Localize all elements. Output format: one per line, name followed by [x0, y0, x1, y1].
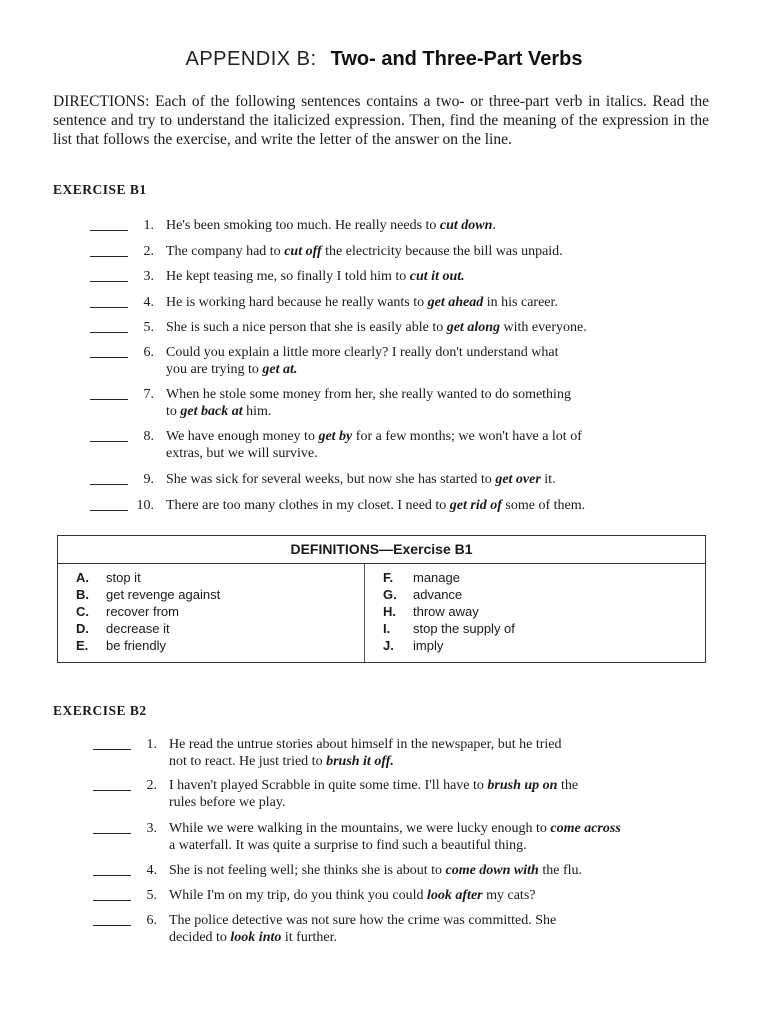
title-main: Two- and Three-Part Verbs	[330, 48, 583, 70]
verb-expression: get along	[446, 320, 500, 335]
sentence-line	[166, 217, 496, 234]
item-sentence	[169, 736, 562, 770]
sentence-text: He's been smoking too much. He really needs to	[166, 218, 440, 233]
sentence-text: We have enough money to	[166, 429, 319, 444]
definition-text: stop the supply of	[413, 621, 515, 636]
item-number: 4.	[143, 295, 154, 310]
item-sentence	[166, 243, 563, 260]
item-number: 6.	[146, 913, 157, 928]
sentence-text: for a few months; we won't have a lot of	[352, 429, 582, 444]
answer-blank[interactable]	[90, 474, 128, 485]
sentence-line	[166, 471, 556, 488]
definition-text: throw away	[413, 604, 479, 619]
answer-blank[interactable]	[90, 431, 128, 442]
exercise-b2-item	[93, 912, 556, 946]
sentence-text: He is working hard because he really wants to	[166, 295, 428, 310]
sentence-text: extras, but we will survive.	[166, 446, 318, 461]
sentence-text: There are too many clothes in my closet. I need to	[166, 498, 450, 513]
sentence-text: The company had to	[166, 244, 285, 259]
sentence-text: with everyone.	[500, 320, 587, 335]
sentence-text: She was sick for several weeks, but now she has started to	[166, 472, 496, 487]
definition-text: stop it	[106, 570, 141, 585]
item-sentence	[166, 386, 571, 420]
sentence-line	[169, 777, 578, 794]
definitions-heading: DEFINITIONS—Exercise B1	[58, 536, 705, 564]
exercise-b2-item	[93, 862, 582, 879]
sentence-line	[166, 361, 558, 378]
definition-letter: E.	[76, 638, 89, 653]
sentence-line	[169, 736, 562, 753]
item-sentence	[166, 217, 496, 234]
item-number: 5.	[146, 888, 157, 903]
definition-row	[365, 637, 705, 654]
sentence-line	[169, 887, 535, 904]
item-sentence	[166, 471, 556, 488]
definition-row	[58, 620, 364, 637]
answer-blank[interactable]	[90, 500, 128, 511]
item-sentence	[169, 820, 621, 854]
definition-letter: C.	[76, 604, 89, 619]
sentence-text: him.	[242, 404, 272, 419]
answer-blank[interactable]	[90, 220, 128, 231]
sentence-line	[166, 243, 563, 260]
sentence-text: Could you explain a little more clearly? I really don't understand what	[166, 345, 559, 360]
page-title	[0, 48, 768, 71]
sentence-text: While I'm on my trip, do you think you could	[169, 888, 427, 903]
verb-expression: cut it out.	[409, 269, 465, 284]
sentence-line	[169, 837, 621, 854]
sentence-text: not to react. He just tried to	[169, 754, 327, 769]
item-number: 2.	[146, 778, 157, 793]
item-sentence	[166, 268, 465, 285]
answer-blank[interactable]	[93, 823, 131, 834]
exercise-b1-item	[90, 471, 556, 488]
sentence-text: She is such a nice person that she is easily able to	[166, 320, 447, 335]
sentence-line	[166, 403, 571, 420]
definition-text: get revenge against	[106, 587, 221, 602]
sentence-line	[169, 912, 556, 929]
title-prefix: APPENDIX B:	[185, 48, 317, 70]
item-sentence	[169, 887, 535, 904]
sentence-text: the	[557, 778, 579, 793]
verb-expression: come down with	[445, 863, 539, 878]
definitions-left-column	[58, 564, 365, 662]
item-number: 8.	[143, 429, 154, 444]
answer-blank[interactable]	[93, 865, 131, 876]
exercise-b2-heading: EXERCISE B2	[53, 703, 147, 718]
sentence-line	[166, 386, 571, 403]
sentence-text: When he stole some money from her, she really wanted to do something	[166, 387, 571, 402]
definitions-right-column	[365, 564, 705, 662]
definition-letter: G.	[383, 587, 397, 602]
exercise-b1-heading: EXERCISE B1	[53, 182, 147, 197]
definition-letter: B.	[76, 587, 89, 602]
item-number: 10.	[136, 498, 154, 513]
sentence-text: rules before we play.	[169, 795, 286, 810]
item-sentence	[166, 497, 585, 514]
item-sentence	[166, 428, 582, 462]
sentence-line	[166, 268, 465, 285]
definition-row	[58, 603, 364, 620]
answer-blank[interactable]	[90, 389, 128, 400]
definition-letter: F.	[383, 570, 394, 585]
item-sentence	[169, 912, 556, 946]
definition-row	[365, 603, 705, 620]
sentence-text: decided to	[169, 930, 231, 945]
definition-text: be friendly	[106, 638, 166, 653]
verb-expression: look after	[427, 888, 483, 903]
sentence-text: it further.	[281, 930, 337, 945]
sentence-line	[169, 753, 562, 770]
definition-letter: J.	[383, 638, 394, 653]
definition-text: manage	[413, 570, 460, 585]
directions-paragraph: DIRECTIONS: Each of the following sentences contains a two- or three-part verb in italics. Read the sentence and try to understand the italicized expression. Then, find the meaning of the expression in the list that follows the exercise, and write the letter of the answer on the line.	[53, 93, 709, 148]
definition-text: advance	[413, 587, 463, 602]
sentence-text: in his career.	[483, 295, 558, 310]
exercise-b1-item	[90, 294, 558, 311]
item-number: 5.	[143, 320, 154, 335]
verb-expression: cut down	[439, 218, 493, 233]
item-sentence	[166, 344, 558, 378]
definition-row	[365, 569, 705, 586]
verb-expression: brush up on	[487, 778, 558, 793]
definition-text: recover from	[106, 604, 179, 619]
verb-expression: look into	[230, 930, 282, 945]
definition-row	[365, 620, 705, 637]
sentence-line	[169, 820, 621, 837]
exercise-b2-item	[93, 820, 621, 854]
sentence-line	[166, 497, 585, 514]
definition-row	[58, 586, 364, 603]
sentence-text: He read the untrue stories about himself in the newspaper, but he tried	[169, 737, 562, 752]
answer-blank[interactable]	[93, 780, 131, 791]
verb-expression: get back at	[180, 404, 243, 419]
definition-letter: I.	[383, 621, 391, 636]
sentence-text: She is not feeling well; she thinks she is about to	[169, 863, 446, 878]
definition-row	[365, 586, 705, 603]
exercise-b1-item	[90, 386, 571, 420]
answer-blank[interactable]	[90, 271, 128, 282]
sentence-line	[169, 862, 582, 879]
item-number: 3.	[146, 821, 157, 836]
answer-blank[interactable]	[90, 322, 128, 333]
sentence-text: my cats?	[482, 888, 536, 903]
verb-expression: get ahead	[427, 295, 484, 310]
exercise-b2-item	[93, 736, 562, 770]
item-sentence	[166, 294, 558, 311]
sentence-line	[166, 319, 587, 336]
verb-expression: cut off	[284, 244, 322, 259]
verb-expression: brush it off.	[326, 754, 394, 769]
item-sentence	[169, 777, 578, 811]
definition-text: imply	[413, 638, 444, 653]
verb-expression: get over	[495, 472, 541, 487]
sentence-text: it.	[540, 472, 556, 487]
exercise-b1-item	[90, 319, 587, 336]
item-number: 6.	[143, 345, 154, 360]
sentence-text: the flu.	[538, 863, 582, 878]
verb-expression: come across	[550, 821, 621, 836]
sentence-line	[169, 794, 578, 811]
exercise-b1-item	[90, 497, 585, 514]
sentence-text: you are trying to	[166, 362, 263, 377]
item-number: 1.	[143, 218, 154, 233]
exercise-b1-item	[90, 344, 558, 378]
sentence-line	[166, 344, 558, 361]
answer-blank[interactable]	[93, 890, 131, 901]
verb-expression: get rid of	[449, 498, 502, 513]
item-number: 2.	[143, 244, 154, 259]
sentence-text: The police detective was not sure how the crime was committed. She	[169, 913, 557, 928]
sentence-line	[169, 929, 556, 946]
answer-blank[interactable]	[90, 347, 128, 358]
answer-blank[interactable]	[93, 915, 131, 926]
answer-blank[interactable]	[90, 297, 128, 308]
item-number: 3.	[143, 269, 154, 284]
definition-text: decrease it	[106, 621, 170, 636]
definitions-box	[57, 535, 706, 663]
exercise-b1-item	[90, 217, 496, 234]
answer-blank[interactable]	[93, 739, 131, 750]
sentence-text: .	[492, 218, 496, 233]
sentence-text: He kept teasing me, so finally I told him to	[166, 269, 410, 284]
answer-blank[interactable]	[90, 246, 128, 257]
sentence-text: some of them.	[501, 498, 586, 513]
item-number: 7.	[143, 387, 154, 402]
item-number: 9.	[143, 472, 154, 487]
exercise-b1-item	[90, 428, 582, 462]
definition-letter: H.	[383, 604, 396, 619]
sentence-text: to	[166, 404, 181, 419]
exercise-b2-item	[93, 887, 535, 904]
sentence-text: I haven't played Scrabble in quite some time. I'll have to	[169, 778, 488, 793]
item-number: 1.	[146, 737, 157, 752]
item-number: 4.	[146, 863, 157, 878]
sentence-text: While we were walking in the mountains, we were lucky enough to	[169, 821, 551, 836]
definition-letter: A.	[76, 570, 89, 585]
sentence-line	[166, 428, 582, 445]
item-sentence	[166, 319, 587, 336]
definition-row	[58, 637, 364, 654]
verb-expression: get at.	[262, 362, 298, 377]
exercise-b2-item	[93, 777, 578, 811]
sentence-text: a waterfall. It was quite a surprise to find such a beautiful thing.	[169, 838, 527, 853]
sentence-line	[166, 445, 582, 462]
definition-letter: D.	[76, 621, 89, 636]
definition-row	[58, 569, 364, 586]
exercise-b1-item	[90, 243, 563, 260]
verb-expression: get by	[318, 429, 353, 444]
sentence-text: the electricity because the bill was unpaid.	[321, 244, 563, 259]
sentence-line	[166, 294, 558, 311]
exercise-b1-item	[90, 268, 465, 285]
item-sentence	[169, 862, 582, 879]
